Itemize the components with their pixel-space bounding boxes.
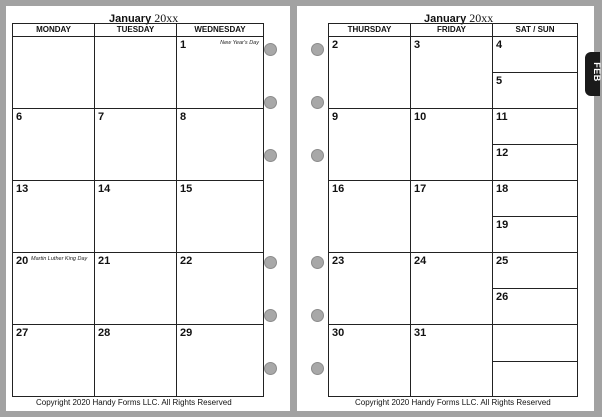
holiday-martin-luther-king-day: Martin Luther King Day xyxy=(31,256,88,262)
day-number: 10 xyxy=(414,111,427,123)
day-cell[interactable] xyxy=(329,325,411,397)
header-thursday: THURSDAY xyxy=(329,24,411,36)
left-year: 20xx xyxy=(154,11,179,25)
day-number: 17 xyxy=(414,183,427,195)
right-page xyxy=(297,6,594,411)
header-tuesday: TUESDAY xyxy=(95,24,177,36)
day-cell[interactable] xyxy=(95,325,177,397)
day-cell[interactable] xyxy=(493,217,577,252)
binder-hole xyxy=(311,256,324,269)
day-number: 13 xyxy=(16,183,29,195)
right-calendar-grid xyxy=(328,23,578,397)
day-number: 4 xyxy=(496,39,503,51)
day-number: 20 xyxy=(16,255,29,267)
day-cell[interactable] xyxy=(13,181,95,252)
day-number: 21 xyxy=(98,255,111,267)
day-number: 22 xyxy=(180,255,193,267)
day-cell[interactable] xyxy=(95,253,177,324)
day-cell[interactable] xyxy=(13,325,95,397)
day-cell[interactable] xyxy=(95,37,177,108)
day-cell[interactable] xyxy=(329,253,411,324)
day-cell[interactable] xyxy=(177,253,263,324)
weekend-cell xyxy=(493,37,577,108)
day-number: 9 xyxy=(332,111,339,123)
left-month-name: January xyxy=(109,13,152,25)
day-cell[interactable] xyxy=(493,325,577,362)
day-number: 24 xyxy=(414,255,427,267)
day-cell[interactable] xyxy=(493,145,577,180)
day-cell[interactable] xyxy=(493,109,577,145)
day-number: 19 xyxy=(496,219,509,231)
day-cell[interactable] xyxy=(177,181,263,252)
day-cell[interactable] xyxy=(411,181,493,252)
day-number: 26 xyxy=(496,291,509,303)
day-cell[interactable] xyxy=(411,325,493,397)
day-cell[interactable] xyxy=(95,181,177,252)
weekend-cell xyxy=(493,325,577,397)
day-cell[interactable] xyxy=(493,181,577,217)
day-number: 11 xyxy=(496,111,508,123)
day-number: 1 xyxy=(180,39,187,51)
left-week-5 xyxy=(13,325,263,397)
day-cell[interactable] xyxy=(493,289,577,324)
left-week-2 xyxy=(13,109,263,181)
day-number: 16 xyxy=(332,183,345,195)
day-number: 12 xyxy=(496,147,509,159)
day-cell[interactable] xyxy=(177,109,263,180)
right-week-3 xyxy=(329,181,577,253)
day-number: 25 xyxy=(496,255,509,267)
binder-hole xyxy=(264,149,277,162)
day-cell[interactable] xyxy=(411,109,493,180)
day-number: 3 xyxy=(414,39,421,51)
day-cell[interactable] xyxy=(411,253,493,324)
binder-hole xyxy=(311,149,324,162)
day-number: 15 xyxy=(180,183,193,195)
right-header-row xyxy=(329,24,577,37)
right-copyright: Copyright 2020 Handy Forms LLC. All Rights Reserved xyxy=(355,398,551,407)
day-number: 7 xyxy=(98,111,105,123)
binder-hole xyxy=(264,362,277,375)
header-monday: MONDAY xyxy=(13,24,95,36)
day-number: 23 xyxy=(332,255,345,267)
left-header-row xyxy=(13,24,263,37)
day-number: 27 xyxy=(16,327,29,339)
day-cell[interactable] xyxy=(177,37,263,108)
feb-index-tab[interactable] xyxy=(585,52,600,96)
weekend-cell xyxy=(493,109,577,180)
binder-hole xyxy=(264,309,277,322)
day-cell[interactable] xyxy=(13,37,95,108)
left-week-4 xyxy=(13,253,263,325)
binder-hole xyxy=(264,256,277,269)
left-week-1 xyxy=(13,37,263,109)
binder-hole xyxy=(264,96,277,109)
day-cell[interactable] xyxy=(177,325,263,397)
day-number: 29 xyxy=(180,327,193,339)
right-week-5 xyxy=(329,325,577,397)
right-week-4 xyxy=(329,253,577,325)
binder-hole xyxy=(311,96,324,109)
day-cell[interactable] xyxy=(493,253,577,289)
right-week-2 xyxy=(329,109,577,181)
day-cell[interactable] xyxy=(493,73,577,108)
day-cell[interactable] xyxy=(329,109,411,180)
day-number: 2 xyxy=(332,39,339,51)
binder-hole xyxy=(311,309,324,322)
day-number: 18 xyxy=(496,183,509,195)
weekend-cell xyxy=(493,181,577,252)
day-cell[interactable] xyxy=(95,109,177,180)
header-friday: FRIDAY xyxy=(411,24,493,36)
day-cell[interactable] xyxy=(493,37,577,73)
day-number: 6 xyxy=(16,111,23,123)
holiday-new-years-day: New Year's Day xyxy=(220,40,259,46)
day-cell[interactable] xyxy=(411,37,493,108)
right-week-1 xyxy=(329,37,577,109)
left-week-3 xyxy=(13,181,263,253)
feb-tab-label: FEB xyxy=(591,62,602,82)
day-number: 31 xyxy=(414,327,427,339)
header-sat-sun: SAT / SUN xyxy=(515,25,555,34)
day-cell[interactable] xyxy=(329,181,411,252)
binder-hole xyxy=(311,362,324,375)
day-number: 8 xyxy=(180,111,187,123)
left-copyright: Copyright 2020 Handy Forms LLC. All Rights Reserved xyxy=(36,398,232,407)
day-cell[interactable] xyxy=(13,253,95,324)
binder-hole xyxy=(311,43,324,56)
day-cell[interactable] xyxy=(493,362,577,398)
right-month-name: January xyxy=(424,13,467,25)
binder-hole xyxy=(264,43,277,56)
left-calendar-grid xyxy=(12,23,264,397)
right-year: 20xx xyxy=(469,11,494,25)
day-cell[interactable] xyxy=(13,109,95,180)
day-number: 14 xyxy=(98,183,111,195)
day-number: 5 xyxy=(496,75,503,87)
weekend-cell xyxy=(493,253,577,324)
left-page xyxy=(6,6,290,411)
day-number: 28 xyxy=(98,327,111,339)
day-cell[interactable] xyxy=(329,37,411,108)
header-wednesday: WEDNESDAY xyxy=(194,25,246,34)
day-number: 30 xyxy=(332,327,345,339)
